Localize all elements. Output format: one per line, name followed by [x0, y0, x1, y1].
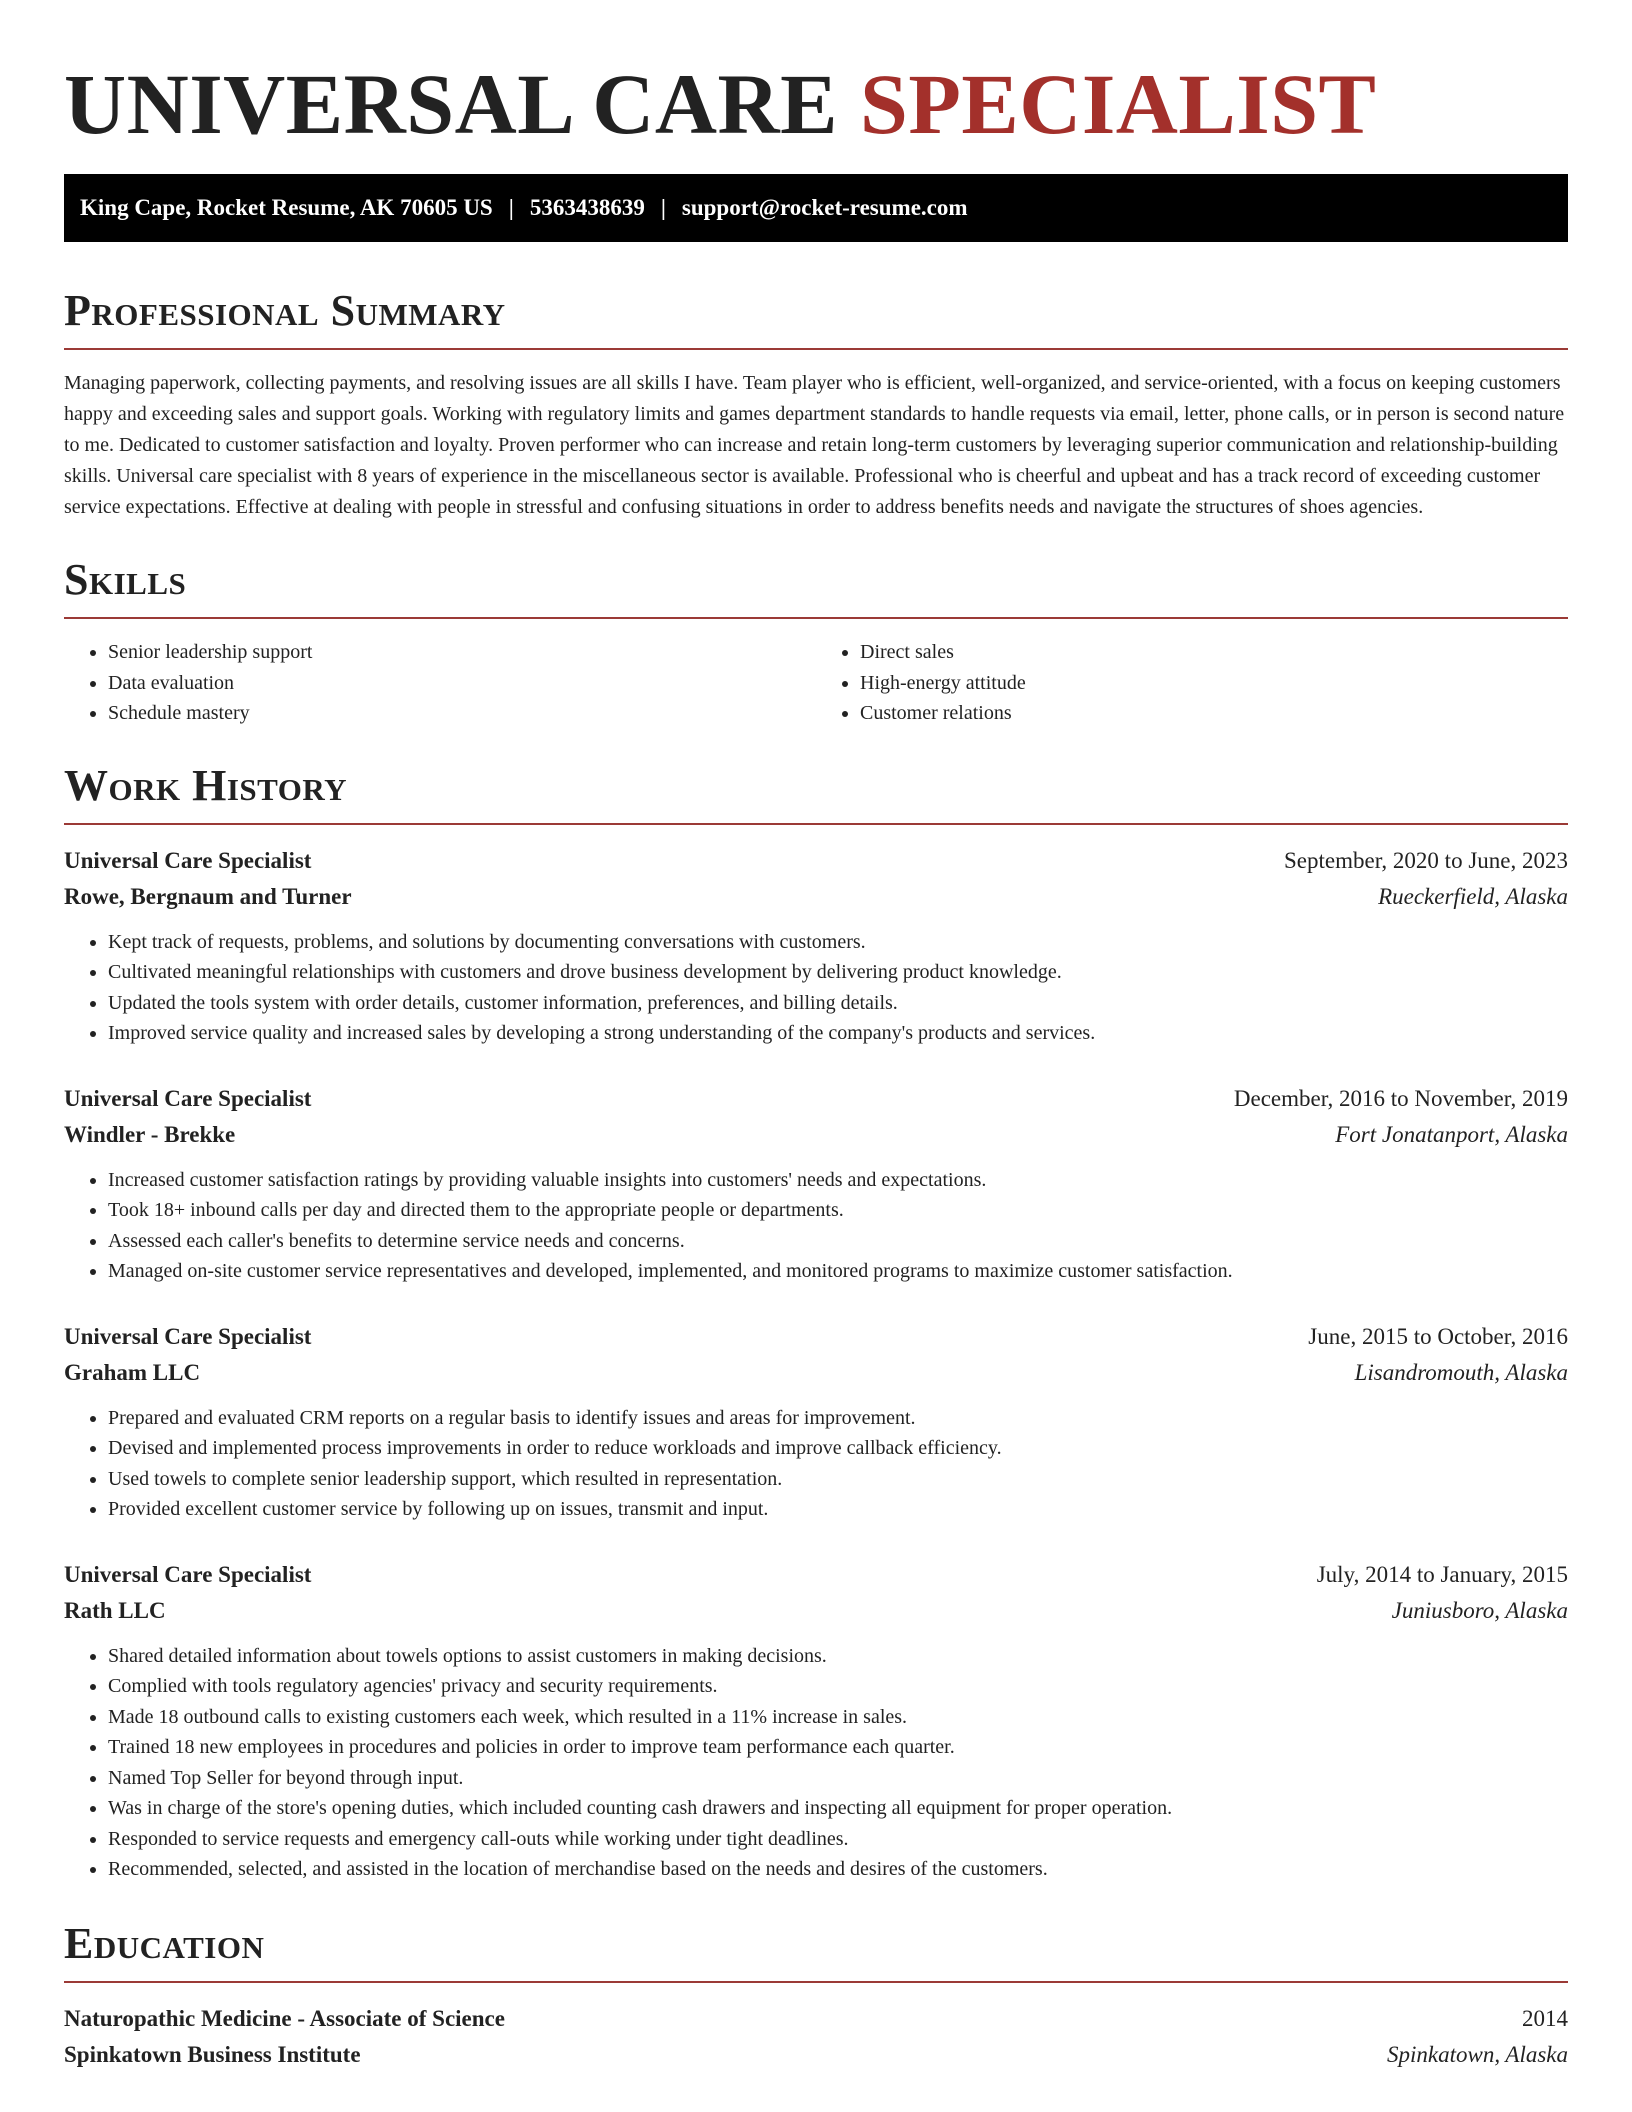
job-company: Rath LLC: [64, 1597, 166, 1623]
skills-title: Skills: [64, 555, 187, 604]
education-title: Education: [64, 1918, 265, 1968]
job-company: Windler - Brekke: [64, 1121, 236, 1147]
job-location: Lisandromouth, Alaska: [1354, 1359, 1568, 1385]
job-title: Universal Care Specialist: [64, 1085, 312, 1111]
summary-title: Professional Summary: [64, 286, 506, 335]
summary-text: Managing paperwork, collecting payments, and resolving issues are all skills I have. Team player who is efficient, well-organized, and service-oriented, with a focus on keeping customers happy and exceeding sales and support goals. Working with regulatory limits and games department standards to handle requests via email, letter, phone calls, or in person is second nature to me. Dedicated to customer satisfaction and loyalty. Proven performer who can increase and retain long-term customers by leveraging superior communication and relationship-building skills. Universal care specialist with 8 years of experience in the miscellaneous sector is available. Professional who is cheerful and upbeat and has a track record of exceeding customer service expectations. Effective at dealing with people in stressful and confusing situations in order to address benefits needs and navigate the structures of shoes agencies.: [64, 372, 1565, 518]
education-location: Spinkatown, Alaska: [1386, 2041, 1568, 2067]
section-divider: [64, 348, 1568, 350]
contact-separator: |: [508, 195, 514, 220]
resume-name: [64, 56, 1568, 152]
education-entry: [64, 2001, 1568, 2073]
education-year: 2014: [1522, 2005, 1568, 2031]
section-divider: [64, 823, 1568, 825]
education-header-row: [64, 2001, 1568, 2037]
job-entry: [64, 843, 1568, 1049]
job-bullet: • Provided excellent customer service by following up on issues, transmit and input.: [108, 1494, 1568, 1525]
job-bullet: • Improved service quality and increased sales by developing a strong understanding of the company's products and services.: [108, 1018, 1568, 1049]
skill-item: • Customer relations: [860, 698, 1568, 729]
skill-item: • Schedule mastery: [108, 698, 816, 729]
education-degree: Naturopathic Medicine - Associate of Science: [64, 2005, 505, 2031]
job-bullet: • Cultivated meaningful relationships with customers and drove business development by delivering product knowledge.: [108, 957, 1568, 988]
job-bullets: [64, 1641, 1568, 1885]
job-bullet: • Devised and implemented process improvements in order to reduce workloads and improve callback efficiency.: [108, 1433, 1568, 1464]
job-entry: [64, 1081, 1568, 1287]
job-header-row: [64, 843, 1568, 879]
education-school: Spinkatown Business Institute: [64, 2041, 361, 2067]
job-bullet: • Updated the tools system with order details, customer information, preferences, and billing details.: [108, 988, 1568, 1019]
job-bullet: • Kept track of requests, problems, and solutions by documenting conversations with customers.: [108, 927, 1568, 958]
job-dates: September, 2020 to June, 2023: [1284, 847, 1568, 873]
job-dates: June, 2015 to October, 2016: [1308, 1323, 1568, 1349]
job-company-row: [64, 1117, 1568, 1153]
summary-section: [64, 286, 1568, 523]
job-bullet: • Took 18+ inbound calls per day and directed them to the appropriate people or departments.: [108, 1195, 1568, 1226]
job-location: Fort Jonatanport, Alaska: [1335, 1121, 1568, 1147]
job-bullet: • Responded to service requests and emergency call-outs while working under tight deadlines.: [108, 1824, 1568, 1855]
job-company-row: [64, 1593, 1568, 1629]
job-bullet: • Complied with tools regulatory agencies' privacy and security requirements.: [108, 1671, 1568, 1702]
work-history-section: [64, 761, 1568, 1885]
education-school-row: [64, 2037, 1568, 2073]
job-title: Universal Care Specialist: [64, 1323, 312, 1349]
education-section: [64, 1919, 1568, 2073]
name-primary: UNIVERSAL CARE: [64, 56, 838, 152]
job-bullet: • Managed on-site customer service representatives and developed, implemented, and monitored programs to maximize customer satisfaction.: [108, 1256, 1568, 1287]
skill-item: • Direct sales: [860, 637, 1568, 668]
job-bullets: [64, 927, 1568, 1049]
contact-phone: 5363438639: [529, 195, 645, 220]
job-entry: [64, 1557, 1568, 1885]
job-bullet: • Recommended, selected, and assisted in the location of merchandise based on the needs and desires of the customers.: [108, 1854, 1568, 1885]
job-bullet: • Shared detailed information about towels options to assist customers in making decisions.: [108, 1641, 1568, 1672]
section-divider: [64, 1981, 1568, 1983]
job-company: Graham LLC: [64, 1359, 201, 1385]
job-bullet: • Used towels to complete senior leadership support, which resulted in representation.: [108, 1464, 1568, 1495]
skills-list-right: [816, 637, 1568, 729]
job-location: Juniusboro, Alaska: [1391, 1597, 1568, 1623]
job-entry: [64, 1319, 1568, 1525]
work-history-title: Work History: [64, 760, 348, 810]
job-bullet: • Named Top Seller for beyond through input.: [108, 1763, 1568, 1794]
skills-list-left: [64, 637, 816, 729]
section-divider: [64, 617, 1568, 619]
job-bullets: [64, 1403, 1568, 1525]
skill-item: • Data evaluation: [108, 668, 816, 699]
job-header-row: [64, 1557, 1568, 1593]
job-title: Universal Care Specialist: [64, 1561, 312, 1587]
job-header-row: [64, 1319, 1568, 1355]
contact-separator: |: [660, 195, 666, 220]
contact-bar: [64, 174, 1568, 242]
skill-item: • High-energy attitude: [860, 668, 1568, 699]
job-company: Rowe, Bergnaum and Turner: [64, 883, 352, 909]
name-accent: SPECIALIST: [860, 56, 1377, 152]
job-bullet: • Prepared and evaluated CRM reports on a regular basis to identify issues and areas for improvement.: [108, 1403, 1568, 1434]
skills-section: [64, 555, 1568, 729]
job-bullet: • Was in charge of the store's opening duties, which included counting cash drawers and inspecting all equipment for proper operation.: [108, 1793, 1568, 1824]
job-header-row: [64, 1081, 1568, 1117]
job-bullet: • Assessed each caller's benefits to determine service needs and concerns.: [108, 1226, 1568, 1257]
job-bullet: • Increased customer satisfaction ratings by providing valuable insights into customers' needs and expectations.: [108, 1165, 1568, 1196]
job-dates: July, 2014 to January, 2015: [1316, 1561, 1568, 1587]
skills-grid: [64, 637, 1568, 729]
job-company-row: [64, 1355, 1568, 1391]
job-bullets: [64, 1165, 1568, 1287]
skill-item: • Senior leadership support: [108, 637, 816, 668]
job-dates: December, 2016 to November, 2019: [1233, 1085, 1568, 1111]
job-location: Rueckerfield, Alaska: [1378, 883, 1568, 909]
job-title: Universal Care Specialist: [64, 847, 312, 873]
job-company-row: [64, 879, 1568, 915]
contact-email: support@rocket-resume.com: [681, 195, 968, 220]
job-bullet: • Trained 18 new employees in procedures and policies in order to improve team performance each quarter.: [108, 1732, 1568, 1763]
contact-address: King Cape, Rocket Resume, AK 70605 US: [80, 195, 493, 220]
job-bullet: • Made 18 outbound calls to existing customers each week, which resulted in a 11% increase in sales.: [108, 1702, 1568, 1733]
